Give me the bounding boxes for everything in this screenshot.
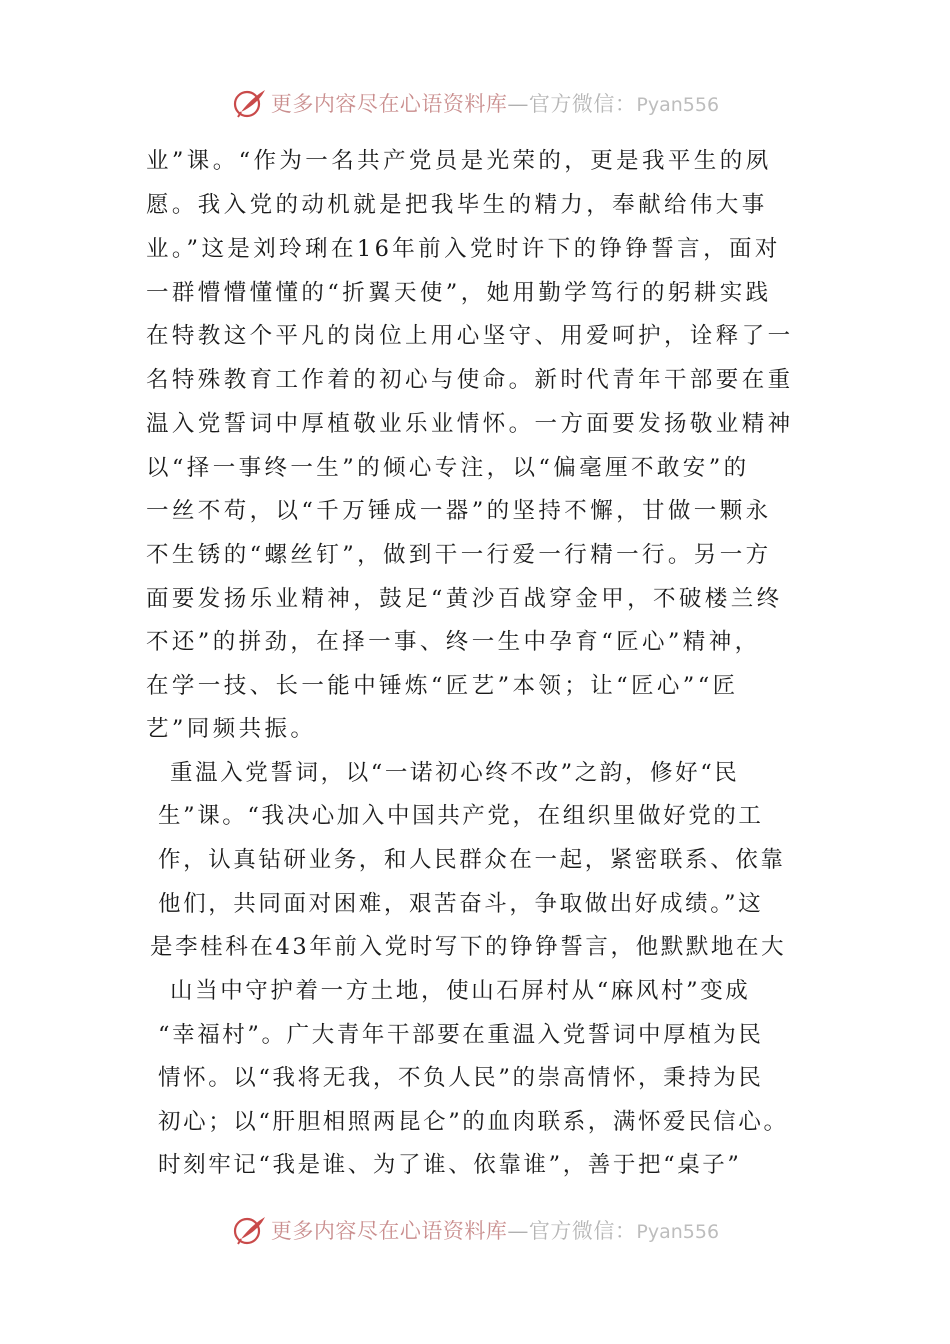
text-line: 重温入党誓词，以“一诺初心终不改”之韵，修好“民: [170, 760, 740, 786]
text-line: “幸福村”。广大青年干部要在重温入党誓词中厚植为民: [158, 1022, 764, 1048]
text-line: 愿。我入党的动机就是把我毕生的精力，奉献给伟大事: [146, 192, 768, 218]
watermark-text: [271, 88, 719, 118]
footer-watermark: [0, 1210, 950, 1250]
text-line: 名特殊教育工作着的初心与使命。新时代青年干部要在重: [146, 367, 794, 393]
watermark-brand: 更多内容尽在心语资料库: [270, 92, 508, 116]
text-line: 时刻牢记“我是谁、为了谁、依靠谁”，善于把“桌子”: [158, 1152, 742, 1178]
header-watermark: [0, 83, 950, 123]
text-line: 业”课。“作为一名共产党员是光荣的，更是我平生的夙: [146, 148, 772, 174]
text-line: 作，认真钻研业务，和人民群众在一起，紧密联系、依靠: [158, 847, 786, 873]
quill-logo-icon: [231, 86, 269, 120]
text-line: 是李桂科在43年前入党时写下的铮铮誓言，他默默地在大: [150, 934, 787, 960]
watermark-wechat-id: Pyan556: [636, 1221, 720, 1243]
text-line: 初心；以“肝胆相照两昆仑”的血肉联系，满怀爱民信心。: [158, 1109, 789, 1135]
text-line: 面要发扬乐业精神，鼓足“黄沙百战穿金甲，不破楼兰终: [146, 586, 783, 612]
text-line: 艺”同频共振。: [146, 716, 317, 742]
watermark-brand: 更多内容尽在心语资料库: [270, 1219, 508, 1243]
text-line: 一丝不苟，以“千万锤成一器”的坚持不懈，甘做一颗永: [146, 498, 772, 524]
watermark-separator: —: [507, 92, 529, 116]
text-line: 一群懵懵懂懂的“折翼天使”，她用勤学笃行的躬耕实践: [146, 280, 772, 306]
text-line: 不还”的拼劲，在择一事、终一生中孕育“匠心”精神，: [146, 629, 761, 655]
watermark-group: [231, 86, 719, 120]
watermark-separator: —: [507, 1219, 529, 1243]
watermark-wechat-id: Pyan556: [636, 94, 720, 116]
text-line: 业。”这是刘玲琍在16年前入党时许下的铮铮誓言，面对: [146, 236, 781, 262]
text-line: 山当中守护着一方土地，使山石屏村从“麻风村”变成: [170, 978, 751, 1004]
watermark-text: [271, 1215, 719, 1245]
text-line: 他们，共同面对困难，艰苦奋斗，争取做出好成绩。”这: [158, 891, 764, 917]
quill-logo-icon: [231, 1213, 269, 1247]
text-line: 不生锈的“螺丝钉”，做到干一行爱一行精一行。另一方: [146, 542, 772, 568]
text-line: 情怀。以“我将无我，不负人民”的崇高情怀，秉持为民: [158, 1065, 764, 1091]
text-line: 温入党誓词中厚植敬业乐业情怀。一方面要发扬敬业精神: [146, 411, 794, 437]
text-line: 以“择一事终一生”的倾心专注，以“偏毫厘不敢安”的: [146, 455, 750, 481]
text-line: 在学一技、长一能中锤炼“匠艺”本领；让“匠心”“匠: [146, 673, 739, 699]
text-line: 在特教这个平凡的岗位上用心坚守、用爱呵护，诠释了一: [146, 323, 794, 349]
watermark-official: 官方微信：: [528, 92, 637, 116]
watermark-group: [231, 1213, 719, 1247]
text-line: 生”课。“我决心加入中国共产党，在组织里做好党的工: [158, 803, 764, 829]
watermark-official: 官方微信：: [528, 1219, 637, 1243]
